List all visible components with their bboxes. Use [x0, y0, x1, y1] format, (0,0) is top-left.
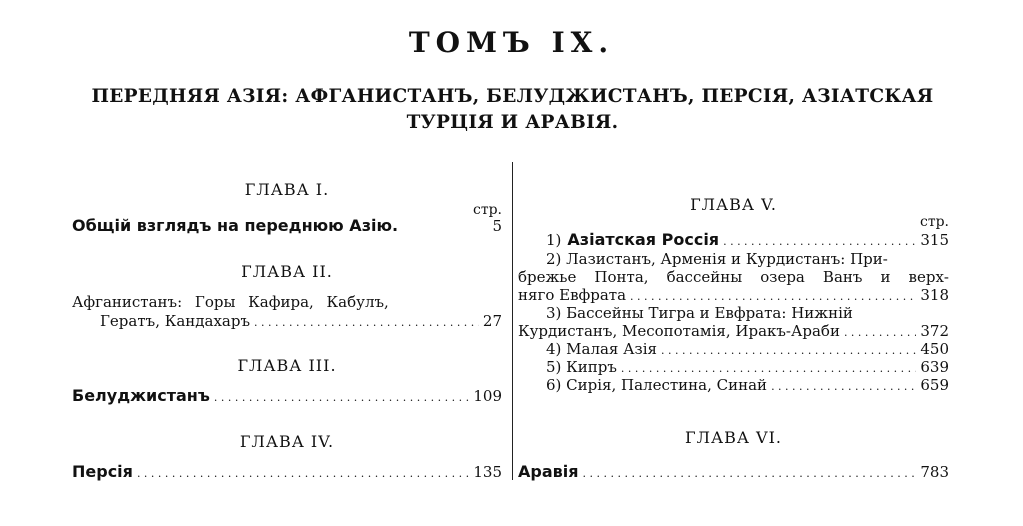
toc-entry-asiatic-russia[interactable]: [546, 230, 949, 249]
toc-entry-page: 450: [920, 340, 949, 358]
dot-leader: [137, 463, 469, 481]
page-column-label: стр.: [473, 202, 502, 218]
toc-entry-baluchistan[interactable]: [72, 386, 502, 405]
volume-subtitle: [70, 84, 955, 136]
toc-entry-page: 109: [473, 387, 502, 405]
dot-leader: [254, 312, 479, 330]
chapter-5-heading: ГЛАВА V.: [690, 195, 777, 214]
toc-entry-page: 783: [920, 463, 949, 481]
toc-entry-lazistan-line2[interactable]: брежье Понта, бассейны озера Ванъ и верх-: [518, 268, 949, 286]
toc-entry-page: 5: [492, 217, 502, 235]
toc-entry-subtitle: Гератъ, Кандахаръ: [100, 312, 251, 330]
toc-entry-page: 315: [920, 231, 949, 249]
toc-entry-title: Азіатская Россія: [567, 230, 720, 249]
dot-leader: [621, 358, 916, 376]
toc-entry-page: 639: [920, 358, 949, 376]
volume-title: ТОМЪ IX.: [408, 26, 615, 59]
toc-entry-syria[interactable]: [546, 376, 949, 394]
column-divider: [512, 162, 513, 480]
chapter-3-heading: ГЛАВА III.: [237, 356, 337, 375]
dot-leader: [583, 463, 917, 481]
toc-entry-subtitle: няго Евфрата: [518, 286, 627, 304]
dot-leader: [661, 340, 916, 358]
toc-entry-arabia[interactable]: [518, 462, 949, 481]
toc-entry-page: 135: [473, 463, 502, 481]
toc-entry-afghanistan-line1[interactable]: [72, 293, 502, 311]
toc-entry-title: Аравія: [518, 462, 579, 481]
subtitle-line-1: ПЕРЕДНЯЯ АЗІЯ: АФГАНИСТАНЪ, БЕЛУДЖИСТАНЪ, ПЕРСІЯ, АЗІАТСКАЯ: [91, 86, 934, 107]
chapter-2-heading: ГЛАВА II.: [241, 262, 333, 281]
subtitle-line-2: ТУРЦІЯ И АРАВІЯ.: [406, 112, 619, 133]
toc-entry-asia-minor[interactable]: [546, 340, 949, 358]
chapter-4-heading: ГЛАВА IV.: [239, 432, 335, 451]
toc-entry-tigris-line2[interactable]: [518, 322, 949, 340]
toc-entry-title: Персія: [72, 462, 133, 481]
chapter-6-heading: ГЛАВА VI.: [685, 428, 782, 447]
toc-entry-tigris-line1[interactable]: 3) Бассейны Тигра и Евфрата: Нижній: [546, 304, 853, 322]
dot-leader: [771, 376, 916, 394]
toc-entry-title: 4) Малая Азія: [546, 340, 657, 358]
toc-entry-page: 372: [920, 322, 949, 340]
toc-entry-title: Белуджистанъ: [72, 386, 210, 405]
toc-entry-cyprus[interactable]: [546, 358, 949, 376]
toc-entry-lazistan-line1[interactable]: 2) Лазистанъ, Арменія и Курдистанъ: При-: [546, 250, 888, 268]
toc-entry-subtitle: : Горы Кафира, Кабулъ,: [177, 293, 389, 311]
dot-leader: [844, 322, 916, 340]
page-column-label: стр.: [920, 214, 949, 230]
toc-entry-page: 318: [920, 286, 949, 304]
toc-entry-lazistan-line3[interactable]: [518, 286, 949, 304]
toc-entry-afghanistan-line2[interactable]: [100, 312, 502, 330]
toc-entry-persia[interactable]: [72, 462, 502, 481]
toc-entry-page: 659: [920, 376, 949, 394]
chapter-1-heading: ГЛАВА I.: [244, 180, 330, 199]
toc-entry-number: 1): [546, 231, 562, 249]
dot-leader: [214, 387, 469, 405]
toc-entry-title: 5) Кипръ: [546, 358, 617, 376]
dot-leader: [630, 286, 916, 304]
toc-entry-page: 27: [482, 312, 502, 330]
toc-entry-title: 6) Сирія, Палестина, Синай: [546, 376, 768, 394]
toc-entry-subtitle: Курдистанъ, Месопотамія, Иракъ-Араби: [518, 322, 840, 340]
toc-entry-general-view[interactable]: [72, 216, 502, 235]
dot-leader: [723, 231, 916, 249]
toc-entry-title: Общій взглядъ на переднюю Азію.: [72, 216, 399, 235]
toc-entry-title: Афганистанъ: [72, 293, 178, 311]
